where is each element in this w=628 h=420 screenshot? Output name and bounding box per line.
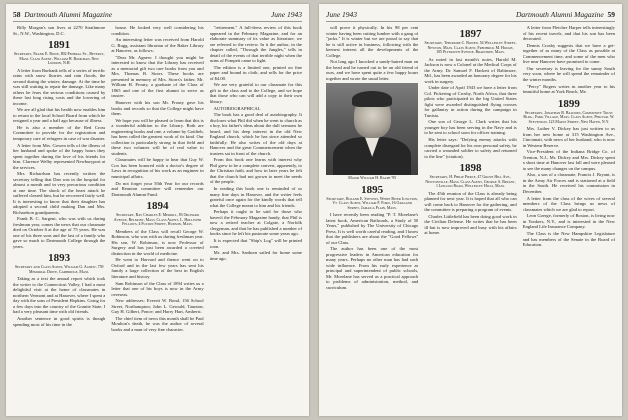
left-page <box>6 4 309 416</box>
class-officers: Secretary, Roland E. Stevens, White River Junction, Vt. Class Agent, William F. Ford, 16 Oakland Street, Jamaica Plain, Mass. <box>326 196 418 210</box>
paragraph: Mrs. Luther V. Dickey has just written to us from her new home at 315 Washington Ave., Cincinnati, with news of her husband, who is now in Western Reserve. <box>522 126 615 148</box>
running-title: Dartmouth Alumni Magazine <box>24 10 113 19</box>
paragraph: The Class is the New Hampshire Legislature and has members of the Senate in the Board of Education. <box>522 231 615 247</box>
class-officers: Secretary, Frank E. Rowe, 802 Federal St., Beverly, Mass. Class Agent, William H. Bookman, New London, N.H. <box>13 52 105 65</box>
portrait-photo <box>326 83 418 175</box>
class-officers: Secretary, H. Philip Pierce, 47 Grove Hill Ave., Newtonville, Mass. Class Agent, George A. Bryant, 1 Lincoln Road, Wellesley Hills, Mass. <box>425 175 516 189</box>
paragraph: AUTOBIOGRAPHICAL <box>213 105 261 111</box>
paragraph: Sam Robinson of the Class of 1894 writes us a letter that one of his boys is now in the Army overseas. <box>111 280 204 297</box>
paragraph: A letter from Burbank tells of a series of terrific rains with snow flurries and rain floods, the second during the winter; damage. At the time he was still waiting to repair the damage. Like many others he fears the serious conditions caused by these last long rising costs and the lowering of income. <box>13 67 106 106</box>
paragraph: Also, a son of a classmate, Francis J. Bryant, is in the Army Air Forces and is stationed at a field in the South. He received his commission in December. <box>522 172 615 194</box>
portrait-hair <box>352 91 393 108</box>
paragraph: Members of the Class will recall George W. Robinson, who was with us during freshman year. His son, W. Robinson, is now Professor of Surgery and has just been awarded a coveted distinction in the world of medicine. <box>111 228 204 256</box>
page-header <box>326 10 615 22</box>
paragraph: We are all glad that his health now enables him to return to the local School Board from which he resigned a year and a half ago because of illness. <box>13 107 106 124</box>
class-year-heading: 1893 <box>48 252 71 265</box>
left-columns <box>13 25 302 416</box>
paragraph: Hanover with his son Mr. Prouty gave his books and records so that the College might have them. <box>111 100 204 117</box>
paragraph: As noted in last month's notes, Harold M. Jackson is now a Colonel at the Medical Corps of the Army. Dr. Samuel F. Hackett of Baltimore, Md., has been awarded an honorary degree for his work in surgery. <box>424 56 517 84</box>
paragraph: The book has a good deal of autobiography. It discloses what Phil did when he went to church as a boy, his father's ideas about the dull sermons he heard, and his deep interest in the old New England church, which he has since attended so faithfully. He also writes of the old days at Hanover and the great Commencement when the trustees sat in front of the church. <box>209 112 302 156</box>
paragraph: "retirement." A full-dress review of this book appeared in the February Magazine, and for an elaborate summary of its value as literature, we are referred to the review. In it the author, in the chapter called, "Through the Jungles," tells in detail of the events of that terrible night when the ruins of Pompeii came to light. <box>209 25 302 63</box>
paragraph: Mrs. Richardson has recently written the secretary telling that Dan was in the hospital for almost a month and in very precarious condition at one time. The shock of the heart attack he suffered cleared him, but he recovered fairly well. It is interesting to know that their daughter has adopted a second child making Dan and Mrs. Richardson grandparents. <box>13 171 106 215</box>
paragraph: Dennis Crosby suggests that we have a get-together of as many of the Class as possible at Commencement time, and some of the men who live near Hanover have promised to come. <box>522 42 615 65</box>
column <box>111 25 203 416</box>
class-year-heading: 1895 <box>361 183 384 196</box>
paragraph: One son of George L. Clark writes that his younger boy has been serving in the Navy and is to be sent to school soon for officer training. <box>424 119 517 136</box>
class-year-heading: 1891 <box>48 39 71 51</box>
column <box>424 25 516 416</box>
paragraph: A letter from Fletcher Harper tells interestingly of his recent travels, and that his son has been decorated. <box>522 25 615 41</box>
issue-date: June 1943 <box>326 10 358 19</box>
paragraph: Mr. and Mrs. Sanborn sailed for home some time ago. <box>209 250 302 261</box>
running-title: Dartmouth Alumni Magazine <box>515 10 604 19</box>
paragraph: I have recently been reading "P. T. Morelane's latest book, American Railroads, a Study of 50 Years," published by The University of Chicago Press. It is well worth careful reading, and I know that the publishers are about the "Good Fellows" of our Class. <box>326 212 419 245</box>
paragraph: Frank B. C. Sargent, who was with us during freshman year, comes the news that our classmate died on October 6 at the age of 75 years. He was one of his three sons and the last of a family who gave so much to Dartmouth College through the years. <box>13 216 106 249</box>
paragraph: Leon Goerge, formerly of Boston, is living now in Yonkers, N.Y., and is interested in the New England Life Insurance Company. <box>522 213 615 230</box>
paragraph: will prove it physically. In his 98 per cent winter having been cutting lumber with a gang of "jacks." It is winter but we are proud to say that he is still active in business, following with the keenest interest all the developments of the College. <box>326 25 419 58</box>
paragraph: A letter from the class of the wives of several members of the Class brings us news of classmates which we are glad to report. <box>522 195 615 212</box>
class-year-heading: 1899 <box>557 97 580 110</box>
class-officers: Secretary, Jonathan B. Baldwin, Community Trust Bldg., Fork Village, Mass. Class Agent, Percival W. Stevenson, 123 Maple Street, New Haven, N.Y. <box>523 110 615 124</box>
paragraph: The edition is a limited one, printed on fine paper and bound in cloth, and sells for the price of $4.00. <box>209 64 302 81</box>
paragraph: He went to Harvard and thence went on to Oxford and in the last few years has sent his family a large collection of the best in English literature and history. <box>111 257 204 279</box>
class-officers: Secretary, Theodore C. Bowen, 54 Wellesley Street, Newton, Mass. Class Agent, Frederick M. Hough, 105 Plymouth Avenue, Braintree, Mass. <box>424 41 517 54</box>
paragraph: Vice-President of the Indiana Bridge Co. of Trenton, N.J., Mr. Dickey and Mrs. Dickey spent a short time at Hanover last fall and were pleased to see the many changes on the campus. <box>522 149 615 171</box>
page-number: 58 <box>13 10 21 19</box>
page-header <box>13 10 302 22</box>
paragraph: He is also a member of the Red Cross Committee to provide for the registration and temporary care of refugees in case of war disaster. <box>13 124 106 141</box>
class-officers: Secretary and Class Agent, William G. Agnew, 759 Memorial Drive, Cambridge, Mass. <box>14 265 104 274</box>
paragraph: The chief item of news this month shall be Paul Moulton's death, he was the author of several books and a man of very fine character. <box>111 315 204 332</box>
paragraph: The author has been one of the most progressive leaders in American education for many years. Perhaps no other man has had such wide influence. From his early experience as principal and superintendent of public schools, Mr. Morelane has served as a practical approach to problems of administration, method, and curriculum. <box>326 246 419 290</box>
photo-caption: Major William H. Ralph '95 <box>348 176 397 181</box>
paragraph: Under date of April 1943 we have a letter from Col. Pickering of Crosby, North Africa, that three pilots who participated in the big United States fight were awarded distinguished flying crosses for gallantry in action during the campaign in Tunisia. <box>424 85 517 118</box>
class-year-heading: 1894 <box>146 200 169 213</box>
paragraph: house. He looked very well considering his condition. <box>111 25 204 36</box>
paragraph: Billy Morgan's son lives at 2270 Strathmore St., N.W., Washington, D.C. <box>13 25 106 36</box>
paragraph: We hope you will be pleased to learn that this is a wonderful addition to the Library. Both are engineering books and one, a volume by Gottlieb, has been called the greatest work of its kind. Our collection is particularly strong in that field and these two volumes will be of real value to students. <box>111 117 204 156</box>
class-year-heading: 1897 <box>459 28 482 40</box>
paragraph: Do not forget your 50th Year for our records and Reunion committee will remember our Dartmouth Alumni Fund. <box>111 180 204 197</box>
paragraph: An interesting letter was received from Harold G. Rugg, assistant librarian of the Baker Library at Hanover, as follows: <box>111 37 204 54</box>
paragraph: New addresses: Everett W. Bond, 156 School Street, Northampton; John L. Gerould, Taunton; Guy H. Gilbert, Ponce; and Harry Hart, Amherst. <box>111 298 204 315</box>
column <box>13 25 105 416</box>
class-officers: Secretary, Ray Charles E. Merrill, 83 Orchard Avenue, Belmont, Mass. Class Agent, L. Hollister Fellows, 4 Fulton Street, Hudson, Mass. <box>113 213 202 227</box>
column <box>523 25 615 416</box>
paragraph: "Percy" Rogers writes in another year to his beautiful home at York Beach, Me. <box>522 83 615 95</box>
paragraph: It is expected that "Ship's Log" will be printed soon. <box>209 238 302 249</box>
right-columns <box>326 25 615 416</box>
paragraph: In reading this book one is reminded of so many fine days in Hanover, and the writer feels grateful once again for the kindly words that tell what the College meant to him and his friends. <box>209 186 302 208</box>
page-number: 59 <box>607 10 615 19</box>
class-year-heading: 1898 <box>459 162 482 175</box>
paragraph: Taking as a text the annual report which took the writer to the Connecticut Valley, I had a most delightful visit at the home of classmates in northern Vermont and at Hanover, where I spent a day with the sons of President Hopkins. Going for a few days into the country of the Granite State, I had a very pleasant time with old friends. <box>13 276 106 315</box>
column <box>210 25 302 416</box>
paragraph: We are very grateful to our classmate for this gift to the class and to the College, and we hope that those who can will add a copy to their own library. <box>209 82 302 104</box>
right-page <box>319 4 622 416</box>
column <box>326 25 418 416</box>
paragraph: Not long ago I knocked a sandy-haired man on the head and he turned out to be an old friend of ours, and we have spent quite a few happy hours together and wrote the usual letter. <box>326 59 419 81</box>
paragraph: Perhaps it ought to be said for those who haven't the February Magazine handy, that Phil is now a retired teacher at Colgate, a Norfolk clergyman, and that he has published a number of books since he left his pastorate some years ago. <box>209 209 302 237</box>
paragraph: Charles Littlefield has been doing good work in the Civilian Defense. He writes that he has been ill but is now improved and busy with his affairs at home. <box>424 213 517 236</box>
paragraph: Our secretary is leaving for the sunny South very soon, where he will spend the remainder of the winter months. <box>522 65 615 82</box>
paragraph: From this book one learns with interest why Phil grew to be a complete convert, apparently, to the Christian faith, and how in later years he felt that the church had not grown to meet the needs of the people. <box>209 157 302 185</box>
paragraph: Another sentence in good spirits is though spending most of his time in the <box>13 316 106 327</box>
paragraph: "Dear Mr. Agnew: I thought you might be interested to know that the Library has received as a memorial gift two rare books from you and Mrs. Thomas B. Storrs. These books are presented in memory of Mrs. Storrs's father, Mr. William H. Prouty, a graduate of the Class of 1865 and one of the first alumni to serve as trustee. <box>111 54 204 99</box>
paragraph: Classmates will be happy to hear that Guy W. Cox has been honored with a doctor's degree of Laws in recognition of his work as an engineer in municipal affairs. <box>111 157 204 179</box>
paragraph: The 45th reunion of the Class is already being planned for next year. It is hoped that all who can will come back to Hanover for the gathering, and the committee is preparing a program of events. <box>424 190 517 213</box>
paragraph: His letter says: "Defying enemy attacks with complete disregard for his own personal safety, he carried a wounded soldier to safety and returned to the line" (citation). <box>424 137 517 159</box>
issue-date: June 1943 <box>270 10 302 19</box>
paragraph: A letter from Mrs. Gowen tells of the illness of her husband and spoke of the happy hours they spent together during the love of his friends for him. Clarence Welby represented Newburyport at the services. <box>13 142 106 170</box>
